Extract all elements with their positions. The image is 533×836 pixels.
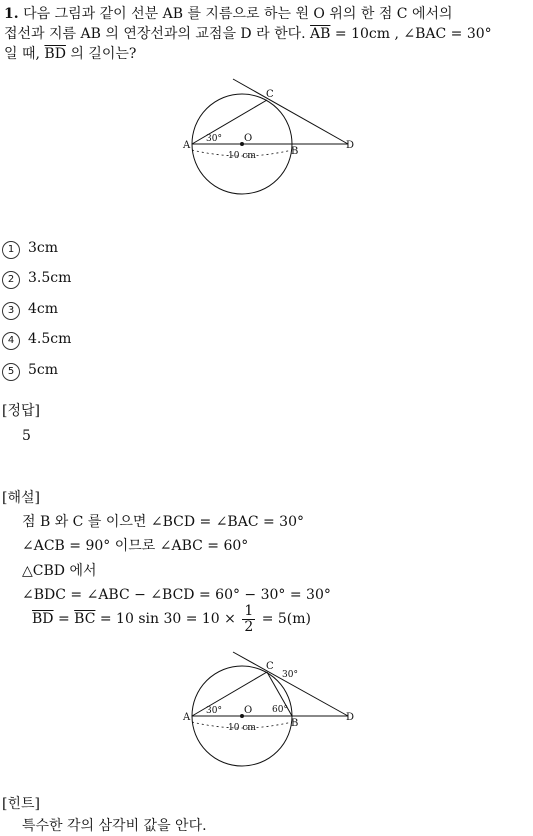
label-c: C — [266, 89, 274, 100]
angle-a-label: 30° — [206, 134, 222, 144]
answer-heading: [정답] — [2, 403, 40, 419]
explanation-line-5 — [32, 604, 311, 634]
question-line-2 — [4, 26, 492, 43]
choice-5[interactable] — [2, 362, 58, 381]
segment-bd-2: $\overline{BD}$ — [32, 611, 54, 628]
label-d-2: D — [346, 712, 355, 723]
hint-heading: [힌트] — [2, 796, 40, 812]
explanation-line-2: ∠ACB = 90° 이므로 ∠ABC = 60° — [22, 538, 249, 554]
choice-mark-3: 3 — [2, 302, 20, 320]
fraction-half — [242, 604, 255, 634]
question-number: 1. — [4, 6, 19, 22]
eq-1: = — [53, 611, 75, 628]
chord-ac — [192, 100, 267, 144]
question-text-1: 다음 그림과 같이 선분 AB 를 지름으로 하는 원 O 위의 한 점 C 에서의 — [23, 6, 453, 22]
segment-bc: $\overline{BC}$ — [74, 611, 96, 628]
question-line-1 — [4, 6, 453, 23]
length-label: 10 cm — [228, 151, 256, 161]
choice-text-1: 3cm — [28, 240, 59, 256]
angle-b-label: 60° — [272, 705, 288, 715]
label-b-2: B — [291, 718, 299, 729]
segment-ab: $\overline{AB}$ — [310, 26, 331, 42]
choice-1[interactable] — [2, 240, 58, 259]
choice-text-3: 4cm — [28, 301, 59, 317]
label-b: B — [291, 146, 299, 157]
question-text-2: 접선과 지름 AB 의 연장선과의 교점을 D 라 한다. — [4, 26, 311, 42]
label-a: A — [183, 140, 191, 151]
question-line-3 — [4, 46, 136, 63]
hint-text: 특수한 각의 삼각비 값을 안다. — [22, 818, 207, 834]
answer-value: 5 — [22, 428, 31, 444]
choice-3[interactable] — [2, 301, 58, 320]
explanation-heading: [해설] — [2, 490, 40, 506]
choice-text-2: 3.5cm — [28, 270, 72, 286]
chord-ac-2 — [192, 672, 267, 716]
question-text-3: 일 때, — [4, 46, 45, 62]
figure-1 — [178, 76, 358, 200]
choice-mark-1: 1 — [2, 241, 20, 259]
label-c-2: C — [266, 661, 274, 672]
segment-bd: $\overline{BD}$ — [44, 46, 66, 62]
length-label-2: 10 cm — [228, 723, 256, 733]
explanation-line-1: 점 B 와 C 를 이으면 ∠BCD = ∠BAC = 30° — [22, 514, 304, 530]
label-a-2: A — [183, 712, 191, 723]
explanation-line-4: ∠BDC = ∠ABC − ∠BCD = 60° − 30° = 30° — [22, 587, 331, 603]
fraction-denominator: 2 — [244, 618, 254, 635]
label-d: D — [346, 140, 355, 151]
fraction-numerator: 1 — [244, 603, 254, 619]
choice-text-5: 5cm — [28, 362, 59, 378]
eq-2: = 10 sin 30 = 10 × — [95, 611, 241, 628]
choice-mark-2: 2 — [2, 271, 20, 289]
choice-4[interactable] — [2, 331, 71, 350]
question-given: = 10cm , ∠BAC = 30° — [330, 26, 492, 42]
choice-2[interactable] — [2, 270, 71, 289]
figure-2 — [178, 650, 358, 774]
choice-text-4: 4.5cm — [28, 331, 72, 347]
label-o-2: O — [244, 705, 253, 716]
choice-mark-4: 4 — [2, 332, 20, 350]
label-o: O — [244, 133, 253, 144]
explanation-line-3: △CBD 에서 — [22, 563, 97, 579]
eq-result: = 5(m) — [257, 611, 312, 628]
angle-c-label: 30° — [282, 670, 298, 680]
angle-a-label-2: 30° — [206, 706, 222, 716]
question-ask: 의 길이는? — [65, 46, 137, 62]
choice-mark-5: 5 — [2, 363, 20, 381]
